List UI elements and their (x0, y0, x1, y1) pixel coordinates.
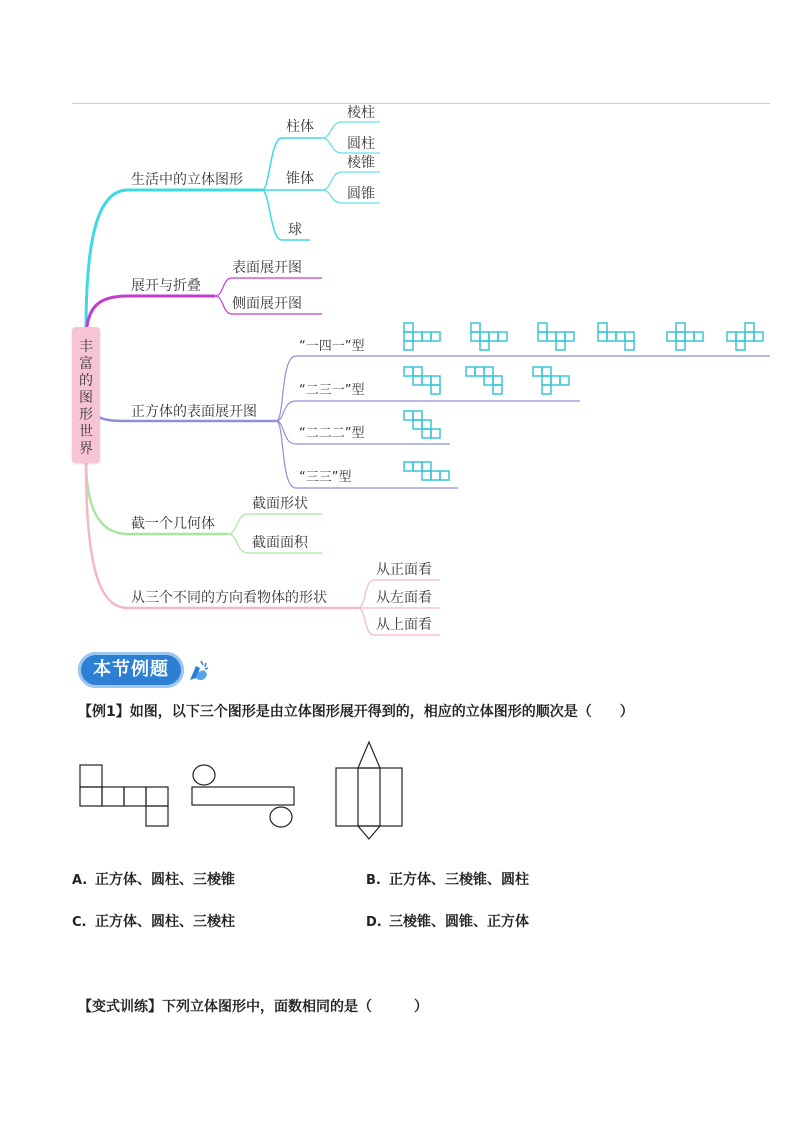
node-label: 柱体 (286, 119, 314, 135)
variant-question: 【变式训练】下列立体图形中，面数相同的是（ ） (78, 999, 428, 1015)
option-c[interactable]: 正方体、圆柱、三棱柱 (95, 914, 235, 930)
cube-net-figure (80, 765, 168, 826)
node-label: “二二二”型 (299, 426, 365, 441)
node-label: “二三一”型 (299, 383, 365, 398)
pointing-hand-icon (186, 658, 210, 684)
leaf-label: 圆锥 (347, 186, 375, 202)
root-char: 富 (79, 356, 93, 372)
option-letter-c: C. (72, 915, 87, 930)
cylinder-net-figure (192, 765, 294, 827)
node-label: “一四一”型 (299, 339, 365, 354)
node-label: 截面面积 (252, 535, 308, 551)
branch-line-2 (86, 296, 215, 340)
branch-label: 截一个几何体 (131, 516, 215, 532)
node-label: 表面展开图 (232, 260, 302, 276)
option-a[interactable]: 正方体、圆柱、三棱锥 (95, 872, 235, 888)
node-label: 侧面展开图 (232, 296, 302, 312)
prism-net-figure (336, 742, 402, 839)
option-b[interactable]: 正方体、三棱锥、圆柱 (389, 872, 529, 888)
cube-nets-33 (404, 462, 449, 480)
node-label: 截面形状 (252, 496, 308, 512)
section-badge-text: 本节例题 (93, 659, 169, 680)
leaf-label: 棱锥 (347, 155, 375, 171)
cube-nets-141 (404, 323, 763, 350)
branch-label: 生活中的立体图形 (131, 172, 243, 188)
cube-nets-222 (404, 411, 440, 438)
leaf-label: 棱柱 (347, 105, 375, 121)
node-label: 锥体 (286, 171, 314, 187)
node-label: 从左面看 (376, 590, 432, 606)
root-char: 图 (79, 390, 93, 406)
root-char: 世 (79, 424, 93, 440)
root-char: 形 (79, 407, 93, 423)
cube-nets-231 (404, 367, 569, 394)
root-char: 界 (79, 441, 93, 457)
branch-label: 正方体的表面展开图 (131, 404, 257, 420)
node-label: “三三”型 (299, 470, 352, 485)
leaf-label: 圆柱 (347, 136, 375, 152)
branch-label: 展开与折叠 (131, 278, 201, 294)
node-label: 从正面看 (376, 562, 432, 578)
root-char: 的 (79, 373, 93, 389)
option-letter-a: A. (72, 873, 88, 888)
example-figures (78, 740, 418, 840)
root-char: 丰 (79, 339, 93, 355)
option-letter-b: B. (366, 873, 381, 888)
branch-label: 从三个不同的方向看物体的形状 (131, 590, 327, 606)
node-label: 从上面看 (376, 617, 432, 633)
example-question: 【例1】如图，以下三个图形是由立体图形展开得到的，相应的立体图形的顺次是（ ） (78, 704, 634, 720)
option-d[interactable]: 三棱锥、圆锥、正方体 (389, 914, 529, 930)
option-letter-d: D. (366, 915, 382, 930)
node-label: 球 (288, 222, 302, 238)
